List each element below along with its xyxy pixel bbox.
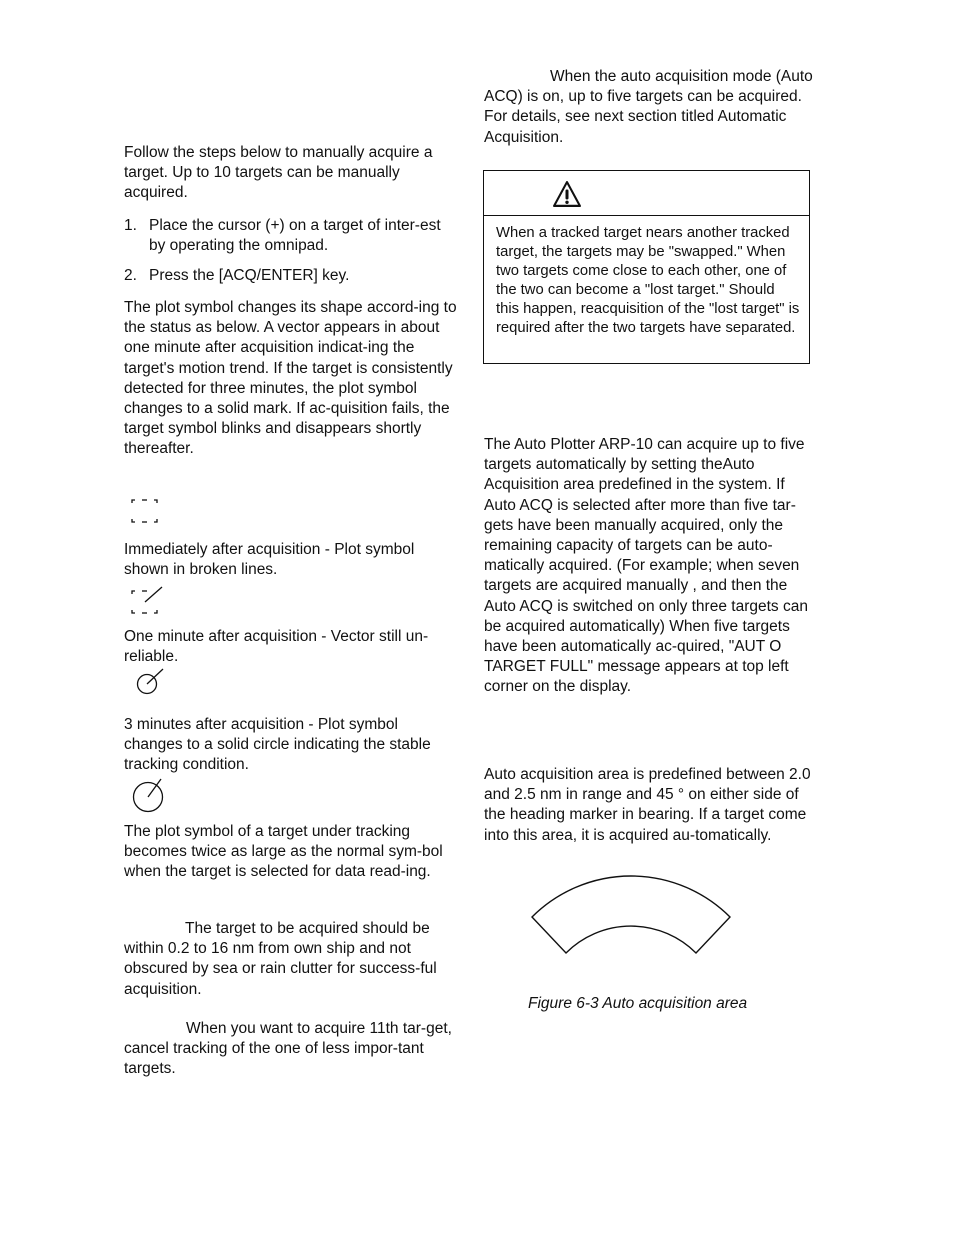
auto-acquisition-area-figure bbox=[530, 876, 732, 956]
manual-acquire-intro: Follow the steps below to manually acquire a target. Up to 10 targets can be manually acquired. bbox=[124, 144, 433, 202]
symbol-1-caption: Immediately after acquisition - Plot symbol shown in broken lines. bbox=[124, 541, 415, 579]
note-range: The target to be acquired should be within 0.2 to 16 nm from own ship and not obscured by sea or rain clutter for success-ful acquisition. bbox=[124, 920, 437, 998]
broken-square-symbol bbox=[131, 499, 161, 525]
auto-acq-note: When the auto acquisition mode (Auto ACQ) is on, up to five targets can be acquired. For details, see next section titled Automatic Acquisition. bbox=[484, 68, 813, 146]
step-1 bbox=[124, 216, 459, 258]
symbol-2-caption: One minute after acquisition - Vector still un-reliable. bbox=[124, 628, 429, 666]
symbol-4-caption: The plot symbol of a target under tracking becomes twice as large as the normal sym-bol when the target is selected for data read-ing. bbox=[124, 823, 443, 881]
note-11th-target: When you want to acquire 11th tar-get, cancel tracking of the one of less impor-tant targets. bbox=[124, 1020, 452, 1078]
plot-symbol-paragraph: The plot symbol changes its shape accord-ing to the status as below. A vector appears in about one minute after acquisition indicat-ing the target's motion trend. If the target is consistently detected for three minutes, the plot symbol changes to a solid mark. If ac-quisition fails, the target symbol blinks and disappears shortly thereafter. bbox=[124, 299, 457, 458]
auto-acquisition-paragraph: The Auto Plotter ARP-10 can acquire up to five targets automatically by setting theAuto Acquisition area predefined in the system. If Auto ACQ is selected after more than five tar-gets have been manually acquired, only the remaining capacity of targets can be auto-matically acquired. (For example; when seven targets are acquired manually , and then the Auto ACQ is switched on only three targets can be acquired automatically) When five targets have been automatically ac-quired, "AUT O TARGET FULL" message appears at top left corner on the display. bbox=[484, 436, 808, 696]
auto-acquisition-area-paragraph: Auto acquisition area is predefined between 2.0 and 2.5 nm in range and 45 ° on either side of the heading marker in bearing. If a target come into this area, it is acquired au-tomatically. bbox=[484, 766, 811, 844]
step-1-number: 1. bbox=[124, 217, 137, 234]
figure-caption: Figure 6-3 Auto acquisition area bbox=[528, 995, 748, 1012]
warning-box bbox=[483, 170, 810, 364]
step-2 bbox=[124, 266, 459, 288]
large-circle-vector-symbol bbox=[132, 776, 166, 814]
step-2-text: Press the [ACQ/ENTER] key. bbox=[149, 267, 350, 284]
broken-square-vector-symbol bbox=[131, 586, 165, 614]
warning-triangle-icon bbox=[552, 180, 582, 208]
solid-circle-vector-symbol bbox=[135, 668, 167, 696]
step-1-text: Place the cursor (+) on a target of inter-est by operating the omnipad. bbox=[149, 217, 441, 255]
step-2-number: 2. bbox=[124, 267, 137, 284]
warning-text: When a tracked target nears another tracked target, the targets may be "swapped." When two targets come close to each other, one of the two can become a "lost target." Should this happen, reacquisition of the "lost target" is required after the two targets have separated. bbox=[496, 225, 800, 337]
symbol-3-caption: 3 minutes after acquisition - Plot symbol changes to a solid circle indicating the stable tracking condition. bbox=[124, 716, 431, 774]
warning-header bbox=[484, 171, 809, 216]
